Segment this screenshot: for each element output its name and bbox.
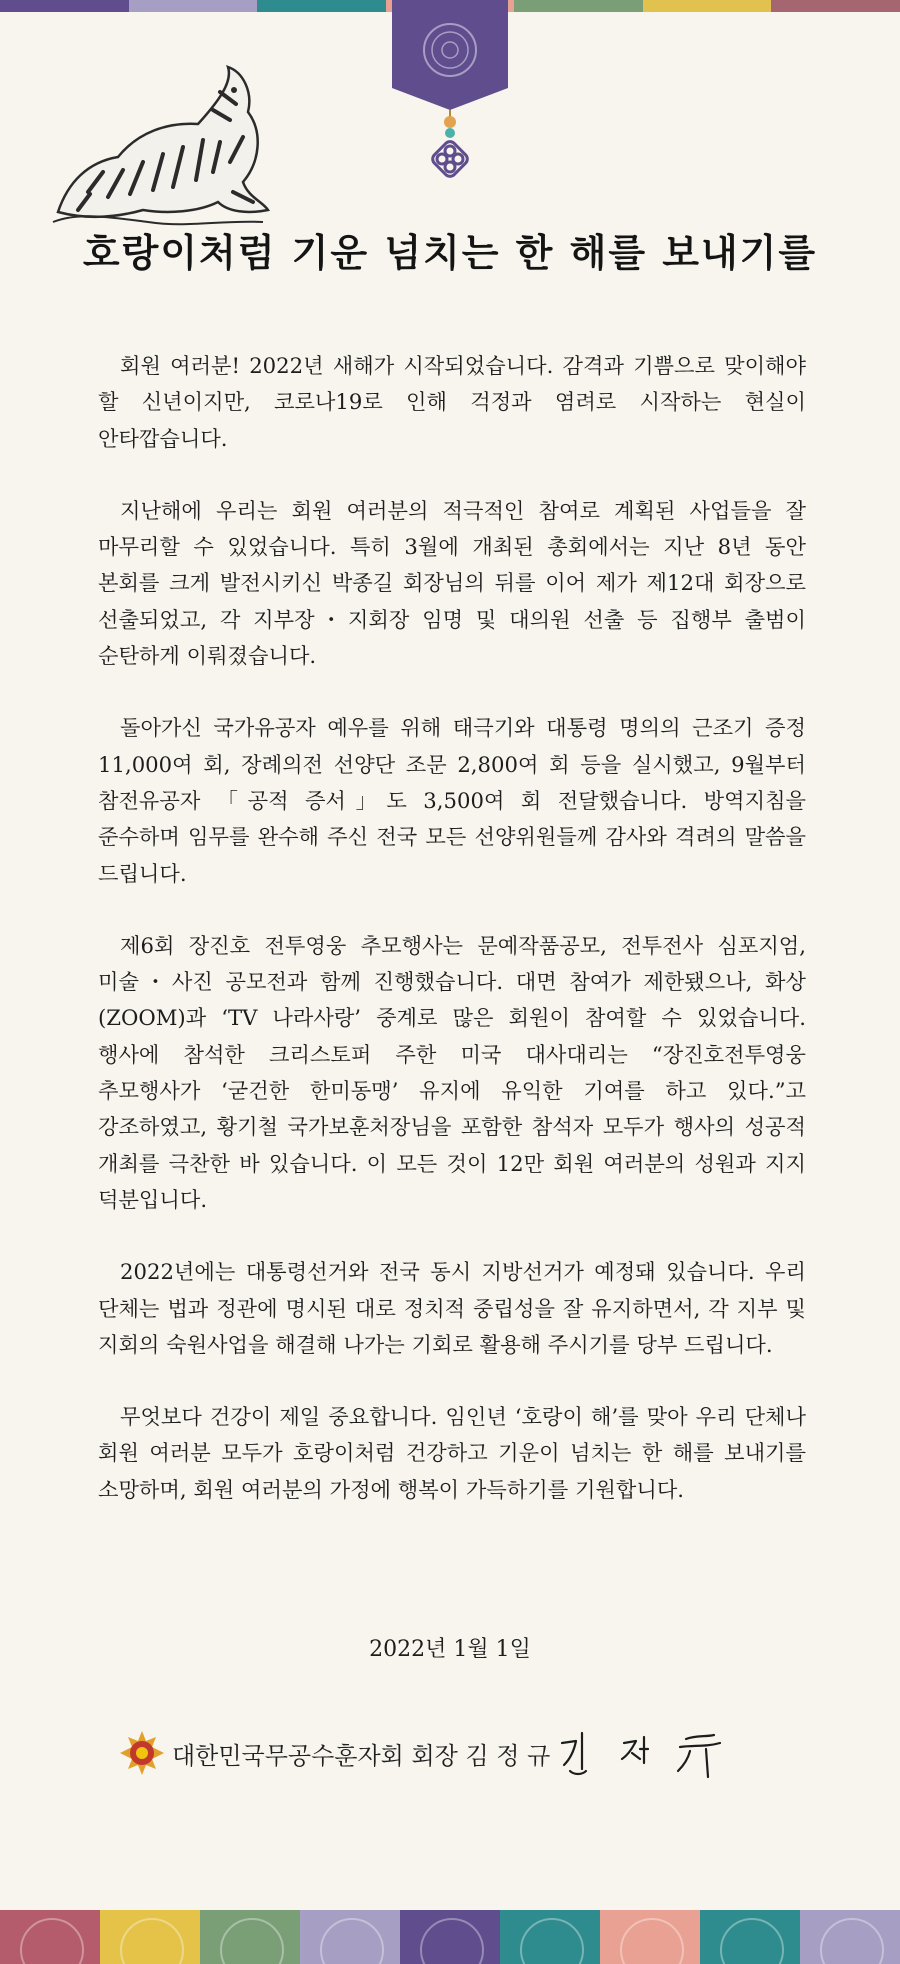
letter-date: 2022년 1월 1일 (369, 1637, 531, 1662)
paragraph: 지난해에 우리는 회원 여러분의 적극적인 참여로 계획된 사업들을 잘 마무리할 수 있었습니다. 특히 3월에 개최된 총회에서는 지난 8년 동안 본회를 크게 발전시키신 박종길 회장님의 뒤를 이어 제가 제12대 회장으로 선출되었고, 각 지부장・지회장 임명 및 대의원 선출 등 집행부 출범이 순탄하게 이뤄졌습니다. (98, 497, 806, 669)
stripe (0, 0, 129, 12)
band-segment (0, 1910, 100, 1964)
band-segment (600, 1910, 700, 1964)
paragraph: 돌아가신 국가유공자 예우를 위해 태극기와 대통령 명의의 근조기 증정 11,000여 회, 장례의전 선양단 조문 2,800여 회 등을 실시했고, 9월부터 참전유공자 「공적 증서」도 3,500여 회 전달했습니다. 방역지침을 준수하며 임무를 완수해 주신 전국 모든 선양위원들께 감사와 격려의 말씀을 드립니다. (98, 715, 806, 886)
stripe (514, 0, 643, 12)
handwritten-signature-icon (556, 1725, 726, 1781)
bottom-color-band (0, 1910, 900, 1964)
tiger-illustration-icon (48, 62, 270, 230)
letter-body (98, 348, 806, 1544)
band-segment (100, 1910, 200, 1964)
emblem-icon (120, 1731, 164, 1775)
paragraph: 무엇보다 건강이 제일 중요합니다. 임인년 ‘호랑이 해’를 맞아 우리 단체나 회원 여러분 모두가 호랑이처럼 건강하고 기운이 넘치는 한 해를 보내기를 소망하며, 회원 여러분의 가정에 행복이 가득하기를 기원합니다. (98, 1404, 806, 1502)
paragraph: 회원 여러분! 2022년 새해가 시작되었습니다. 감격과 기쁨으로 맞이해야 할 신년이지만, 코로나19로 인해 걱정과 염려로 시작하는 현실이 안타깝습니다. (98, 353, 806, 451)
paragraph: 제6회 장진호 전투영웅 추모행사는 문예작품공모, 전투전사 심포지엄, 미술・사진 공모전과 함께 진행했습니다. 대면 참여가 제한됐으나, 화상(ZOOM)과 ‘TV 나라사랑’ 중계로 많은 회원이 참여할 수 있었습니다. 행사에 참석한 크리스토퍼 주한 미국 대사대리는 “장진호전투영웅 추모행사가 ‘굳건한 한미동맹’ 유지에 유익한 기여를 하고 있다.”고 강조하였고, 황기철 국가보훈처장님을 포함한 참석자 모두가 행사의 성공적 개최를 극찬한 바 있습니다. 이 모든 것이 12만 회원 여러분의 성원과 지지 덕분입니다. (98, 932, 806, 1212)
org-and-president-name: 대한민국무공수훈자회 회장 김 정 규 (172, 1741, 551, 1770)
norigae-pendant-icon (392, 0, 508, 190)
band-segment (500, 1910, 600, 1964)
page-title: 호랑이처럼 기운 넘치는 한 해를 보내기를 (82, 231, 818, 275)
signature-block (120, 1725, 726, 1781)
stripe (129, 0, 258, 12)
paragraph: 2022년에는 대통령선거와 전국 동시 지방선거가 예정돼 있습니다. 우리 단체는 법과 정관에 명시된 대로 정치적 중립성을 잘 유지하면서, 각 지부 및 지회의 숙원사업을 해결해 나가는 기회로 활용해 주시기를 당부 드립니다. (98, 1259, 806, 1357)
band-segment (800, 1910, 900, 1964)
stripe (257, 0, 386, 12)
band-segment (300, 1910, 400, 1964)
stripe (771, 0, 900, 12)
band-segment (400, 1910, 500, 1964)
band-segment (700, 1910, 800, 1964)
band-segment (200, 1910, 300, 1964)
stripe (643, 0, 772, 12)
